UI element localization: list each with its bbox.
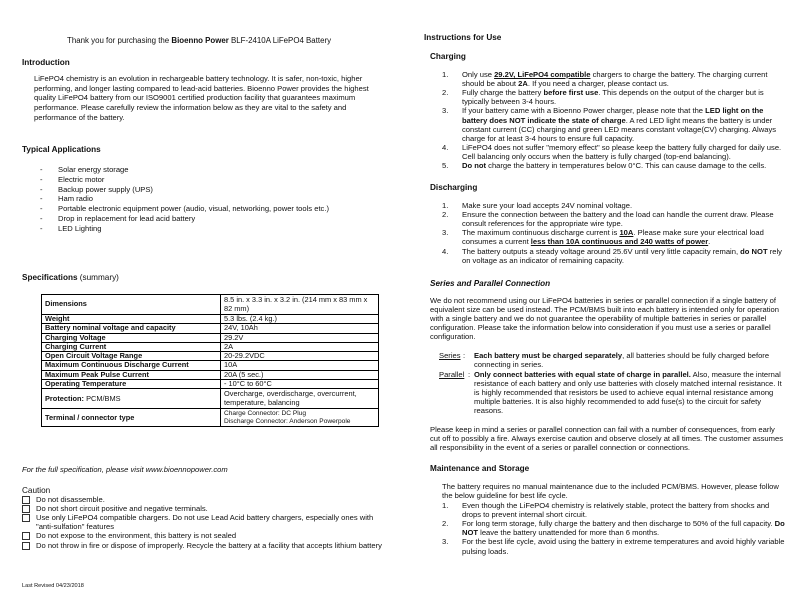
list-item: 3. The maximum continuous discharge current is 10A. Please make sure your electrical load consumes a current less than 10A continuous and 240 watts of power.: [442, 228, 764, 247]
list-item: 5. Do not charge the battery in temperatures below 0°C. This can cause damage to the cells.: [442, 161, 767, 171]
list-item: - Backup power supply (UPS): [40, 184, 153, 194]
list-item: - Drop in replacement for lead acid battery: [40, 213, 196, 223]
applications-heading: Typical Applications: [22, 145, 101, 154]
table-row: Charging Voltage 29.2V: [42, 333, 379, 342]
list-item: 3. If your battery came with a Bioenno Power charger, please note that the LED light on the battery does NOT indicate the state of charge. A red LED light means the battery is under constant current (CC) charging and green LED means constant voltage(CV) charging. Always charge for at least 3-4 hours to ensure full capacity.: [442, 106, 777, 143]
table-row: Dimensions 8.5 in. x 3.3 in. x 3.2 in. (214 mm x 83 mm x 82 mm): [42, 295, 379, 315]
list-item: 4. LiFePO4 does not suffer "memory effect" so please keep the battery fully charged for daily use. Cell balancing only occurs when the battery is fully charged (top-end balancing).: [442, 142, 782, 161]
checkbox-icon: [22, 532, 30, 540]
list-item: Do not throw in fire or dispose of improperly. Recycle the battery at a facility that accepts lithium battery: [22, 541, 392, 550]
charging-heading: Charging: [430, 52, 466, 61]
list-item: 1. Make sure your load accepts 24V nominal voltage.: [442, 201, 633, 210]
list-item: Do not short circuit positive and negative terminals.: [22, 504, 392, 513]
maintenance-heading: Maintenance and Storage: [430, 464, 530, 473]
table-row: Maximum Continuous Discharge Current 10A: [42, 361, 379, 370]
list-item: 1. Even though the LiFePO4 chemistry is relatively stable, protect the battery from shocks and drops to prevent internal short circuit.: [442, 501, 770, 520]
list-item: - Portable electronic equipment power (audio, visual, networking, power tools etc.): [40, 204, 329, 214]
discharging-heading: Discharging: [430, 183, 478, 192]
table-row: Terminal / connector type Charge Connector: DC Plug Discharge Connector: Anderson Powerpole: [42, 409, 379, 427]
caution-heading: Caution: [22, 486, 51, 495]
list-item: Do not expose to the environment, this battery is not sealed: [22, 531, 392, 540]
title-prefix: Thank you for purchasing the: [67, 36, 172, 45]
checkbox-icon: [22, 496, 30, 504]
series-paragraph-1: We do not recommend using our LiFePO4 batteries in series or parallel connection if a single battery of equivalent size can be used instead. The PCM/BMS built into each battery is intended only for operation with a single battery and we do not guarantee the operability of multiple batteries in series or parallel configuration. Please take the information below into consideration if you must use a series or parallel configuration.: [430, 296, 779, 342]
specifications-footnote: For the full specification, please visit www.bioennopower.com: [22, 465, 228, 474]
specifications-heading: Specifications (summary): [22, 273, 119, 282]
table-row: Operating Temperature - 10°C to 60°C: [42, 379, 379, 388]
intro-heading: Introduction: [22, 58, 70, 67]
list-item: 2. Fully charge the battery before first use. This depends on the output of the charger but is typically between 3-4 hours.: [442, 88, 764, 107]
title-suffix: BLF-2410A LiFePO4 Battery: [228, 36, 332, 45]
list-item: Use only LiFePO4 compatible chargers. Do not use Lead Acid battery chargers, especially ones with "anti-sulfation" features: [22, 513, 392, 531]
list-item: 2. Ensure the connection between the battery and the load can handle the current draw. Please consult references for the appropriate wire type.: [442, 210, 774, 229]
charging-list: [430, 70, 785, 170]
maintenance-list: [430, 501, 785, 556]
table-row: Protection: PCM/BMS Overcharge, overdischarge, overcurrent, temperature, balancing: [42, 389, 379, 409]
instructions-heading: Instructions for Use: [424, 33, 502, 42]
specifications-table: [41, 294, 379, 427]
title-brand: Bioenno Power: [171, 36, 229, 45]
list-item: - Ham radio: [40, 194, 94, 204]
intro-text: LiFePO4 chemistry is an evolution in rechargeable battery technology. It is safer, non-toxic, higher performing, and longer lasting compared to lead-acid batteries. Bioenno Power provides the highest quality LiFePO4 battery from our ISO9001 certified production facility that guarantees maximum performance. Please carefully review the information below as they are vital to the safety and performance of the battery.: [34, 74, 369, 122]
document-title: [67, 36, 331, 45]
caution-list: [22, 495, 392, 550]
checkbox-icon: [22, 514, 30, 522]
checkbox-icon: [22, 505, 30, 513]
checkbox-icon: [22, 542, 30, 550]
table-row: Charging Current 2A: [42, 342, 379, 351]
maintenance-intro: The battery requires no manual maintenance due to the included PCM/BMS. However, please follow the below guideline for best life cycle.: [442, 482, 779, 501]
last-revised: Last Revised 04/23/2018: [22, 583, 84, 589]
applications-list: [34, 165, 329, 234]
list-item: - LED Lighting: [40, 223, 102, 233]
list-item: Do not disassemble.: [22, 495, 392, 504]
table-row: Battery nominal voltage and capacity 24V, 10Ah: [42, 324, 379, 333]
list-item: - Solar energy storage: [40, 165, 129, 174]
parallel-note: Parallel : Only connect batteries with equal state of charge in parallel. Also, measure the internal resistance of each battery and only use batteries with closely matched internal resistance. It is highly recommended that resistors be used to achieve equal internal resistance among multiple batteries. It is also highly recommended to add fuse(s) to the circuit for safety reasons.: [439, 370, 782, 416]
series-note: Series : Each battery must be charged separately, all batteries should be fully charged before connecting in series.: [439, 351, 770, 370]
list-item: 2. For long term storage, fully charge the battery and then discharge to 50% of the full capacity. Do NOT leave the battery unattended for more than 6 months.: [442, 519, 785, 538]
series-heading: Series and Parallel Connection: [430, 279, 551, 288]
table-row: Maximum Peak Pulse Current 20A (5 sec.): [42, 370, 379, 379]
list-item: 3. For the best life cycle, avoid using the battery in extreme temperatures and avoid highly variable pulsing loads.: [442, 537, 785, 556]
list-item: 4. The battery outputs a steady voltage around 25.6V until very little capacity remain, do NOT rely on voltage as an indicator of remaining capacity.: [442, 246, 782, 265]
list-item: 1. Only use 29.2V, LiFePO4 compatible chargers to charge the battery. The charging current should be about 2A. If you need a charger, please contact us.: [442, 70, 768, 89]
list-item: - Electric motor: [40, 174, 105, 184]
discharging-list: [430, 201, 785, 265]
series-paragraph-2: Please keep in mind a series or parallel connection can fail with a number of consequences, from early cut off to possibly a fire. Always exercise caution and observe closely at all times. The customer assumes all responsibility in the event of a series or parallel connection or connections.: [430, 425, 783, 453]
table-row: Weight 5.3 lbs. (2.4 kg.): [42, 315, 379, 324]
table-row: Open Circuit Voltage Range 20-29.2VDC: [42, 352, 379, 361]
